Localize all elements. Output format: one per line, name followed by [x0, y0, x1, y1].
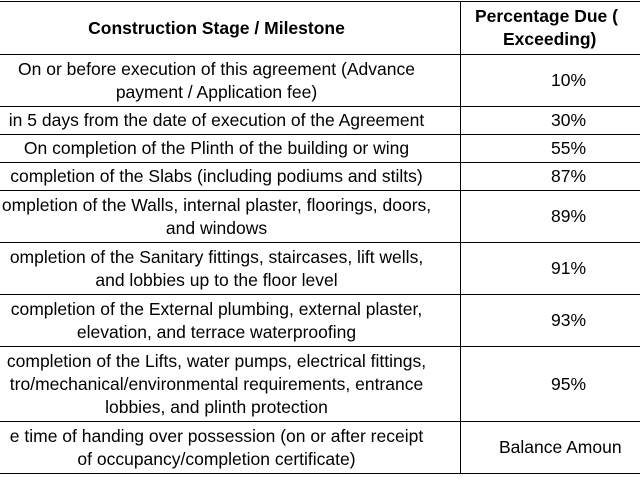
table-row: [0, 422, 640, 474]
stage-cell: [0, 191, 461, 243]
stage-cell: [0, 135, 461, 163]
percentage-cell: 87%: [461, 163, 640, 191]
stage-line: completion of the Lifts, water pumps, electrical fittings,: [6, 350, 427, 371]
percentage-header-line2: Exceeding): [503, 29, 597, 49]
stage-line: completion of the External plumbing, external plaster,: [10, 298, 423, 319]
percentage-cell: 89%: [461, 191, 640, 243]
stage-line: tro/mechanical/environmental requirements, entrance: [9, 373, 424, 394]
stage-cell: [0, 163, 461, 191]
percentage-column-header: [461, 2, 640, 55]
table-row: [0, 163, 640, 191]
stage-line: and lobbies up to the floor level: [95, 269, 338, 290]
percentage-cell: 30%: [461, 107, 640, 135]
stage-line: e time of handing over possession (on or after receipt: [9, 425, 424, 446]
stage-line: payment / Application fee): [115, 81, 318, 102]
percentage-cell: 55%: [461, 135, 640, 163]
stage-line: elevation, and terrace waterproofing: [76, 321, 357, 342]
stage-line: ompletion of the Walls, internal plaster, floorings, doors,: [1, 194, 432, 215]
stage-column-header: Construction Stage / Milestone: [0, 2, 461, 55]
stage-line: On or before execution of this agreement (Advance: [18, 58, 415, 79]
stage-cell: [0, 107, 461, 135]
stage-line: and windows: [165, 217, 268, 238]
stage-cell: [0, 55, 461, 107]
stage-line: lobbies, and plinth protection: [105, 396, 328, 417]
table-row: [0, 135, 640, 163]
percentage-cell: Balance Amoun: [461, 422, 640, 474]
percentage-header-line1: Percentage Due (: [475, 6, 618, 26]
percentage-cell: 95%: [461, 347, 640, 422]
stage-cell: [0, 295, 461, 347]
stage-line: ompletion of the Sanitary fittings, staircases, lift wells,: [9, 246, 424, 267]
stage-line: completion of the Slabs (including podiums and stilts): [10, 166, 423, 186]
payment-schedule-table: [0, 1, 640, 474]
stage-cell: [0, 422, 461, 474]
stage-line: On completion of the Plinth of the building or wing: [23, 138, 410, 158]
table-row: [0, 191, 640, 243]
table-header-row: [0, 2, 640, 55]
table-row: [0, 347, 640, 422]
table-row: [0, 243, 640, 295]
table-row: [0, 107, 640, 135]
table-row: [0, 295, 640, 347]
percentage-cell: 10%: [461, 55, 640, 107]
stage-cell: [0, 347, 461, 422]
stage-line: of occupancy/completion certificate): [77, 448, 356, 469]
stage-cell: [0, 243, 461, 295]
percentage-cell: 91%: [461, 243, 640, 295]
table-row: [0, 55, 640, 107]
stage-line: in 5 days from the date of execution of the Agreement: [8, 110, 425, 130]
percentage-cell: 93%: [461, 295, 640, 347]
